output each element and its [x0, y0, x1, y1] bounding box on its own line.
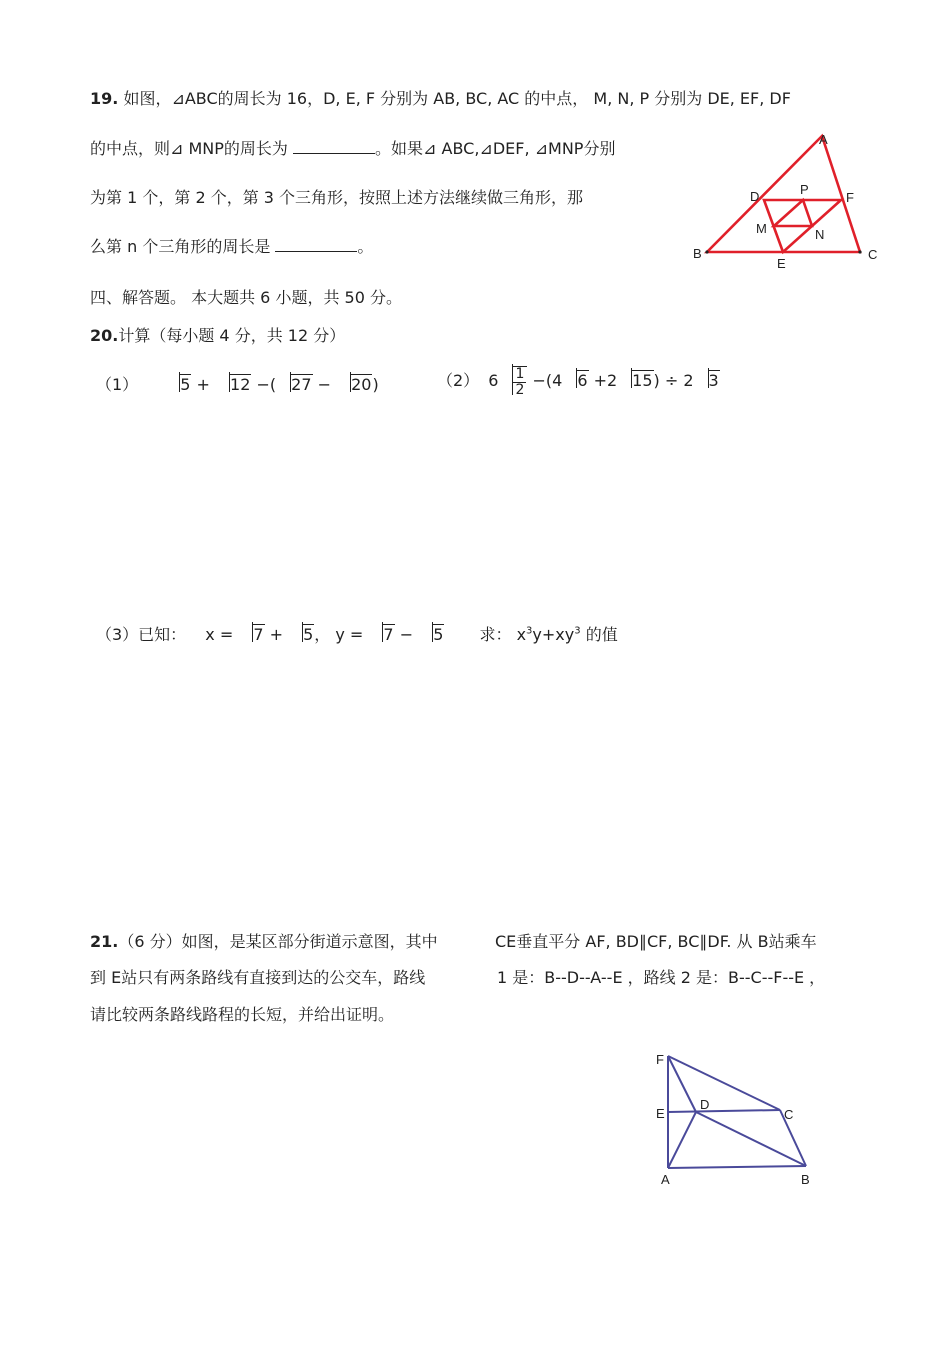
q20-part-1 — [96, 372, 379, 395]
label-n: N — [815, 227, 825, 242]
q20-part-3-target: $x^3y+xy^3$ — [516, 625, 581, 644]
q19-line-2 — [90, 136, 615, 159]
q20-part-2-expression: 6 $\frac{1}{2}$ −(4 6 +2 15) ÷ 2 3 — [488, 366, 719, 398]
q19-line-1 — [90, 86, 791, 109]
q21-text-2a: 到 E站只有两条路线有直接到达的公交车，路线 — [90, 968, 426, 987]
label-m: M — [756, 221, 767, 236]
q21-line-1 — [90, 929, 438, 952]
q20-title: 计算（每小题 4 分，共 12 分） — [118, 326, 346, 345]
section-4-heading — [90, 285, 402, 308]
q19-text-4a: 么第 n 个三角形的周长是 — [90, 237, 271, 256]
q21-text-1b: CE垂直平分 AF, BD∥CF, BC∥DF. 从 B站乘车 — [495, 932, 817, 951]
section-4-title: 四、解答题。 本大题共 6 小题，共 50 分。 — [90, 288, 402, 307]
q21-street-figure — [650, 1048, 820, 1190]
q20-heading — [90, 323, 345, 346]
q20-number: 20. — [90, 326, 119, 345]
label-c: C — [868, 247, 878, 262]
label-a: A — [819, 132, 828, 147]
q20-part-3-label: （3）已知： — [96, 625, 187, 644]
q19-triangle-figure — [688, 128, 888, 274]
q19-text-2b: 。如果⊿ ABC,⊿DEF, ⊿MNP分别 — [375, 139, 616, 158]
label-c: C — [784, 1107, 794, 1122]
q19-text-4b: 。 — [357, 237, 374, 256]
triangle-abc — [707, 136, 860, 252]
q20-part-3-ask: 求： — [479, 625, 512, 644]
q19-text-2a: 的中点，则⊿ MNP的周长为 — [90, 139, 288, 158]
q21-text-2b: 1 是：B--D--A--E ，路线 2 是：B--C--F--E ， — [497, 968, 826, 987]
label-p: P — [800, 182, 809, 197]
q19-number: 19. — [90, 89, 119, 108]
q20-part-1-label: （1） — [96, 375, 139, 394]
q20-part-3-given: x = 7 + 5， y = 7 − 5 — [205, 625, 444, 644]
q21-number: 21. — [90, 932, 119, 951]
label-f: F — [656, 1052, 664, 1067]
q21-text-3: 请比较两条路线路程的长短，并给出证明。 — [90, 1005, 395, 1024]
q21-text-1a: （6 分）如图，是某区部分街道示意图，其中 — [118, 932, 438, 951]
q19-line-3 — [90, 185, 583, 208]
q19-answer-blank-2[interactable] — [275, 236, 357, 252]
label-d: D — [700, 1097, 710, 1112]
q20-part-2 — [437, 366, 720, 397]
label-f: F — [846, 190, 854, 205]
q19-text-1: 如图，⊿ABC的周长为 16，D, E, F 分别为 AB, BC, AC 的中点， M, N, P 分别为 DE, EF, DF — [123, 89, 791, 108]
label-e: E — [656, 1106, 665, 1121]
q20-part-2-label: （2） — [437, 371, 480, 391]
triangle-mnp — [774, 200, 812, 226]
label-a: A — [661, 1172, 670, 1187]
label-d: D — [750, 189, 760, 204]
q19-line-4 — [90, 234, 373, 257]
q20-part-3 — [96, 622, 618, 645]
label-b: B — [693, 246, 702, 261]
q20-part-1-expression: 5 + 12 −( 27 − 20) — [165, 375, 378, 394]
q20-part-3-tail: 的值 — [585, 625, 618, 644]
label-b: B — [801, 1172, 810, 1187]
label-e: E — [777, 256, 786, 271]
q19-text-3: 为第 1 个，第 2 个，第 3 个三角形，按照上述方法继续做三角形，那 — [90, 188, 584, 207]
q19-answer-blank-1[interactable] — [293, 138, 375, 154]
